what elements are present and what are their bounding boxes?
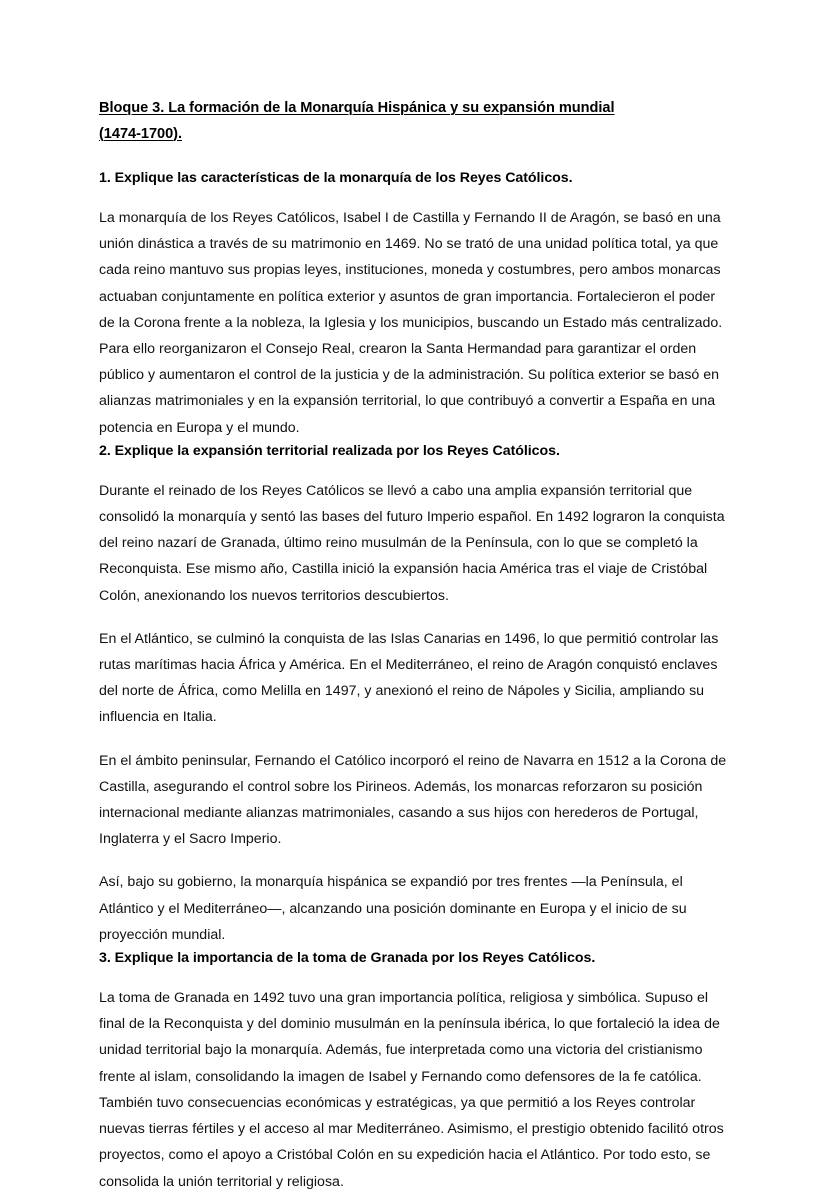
section-2 [99,441,729,948]
section-3-paragraph-1: La toma de Granada en 1492 tuvo una gran importancia política, religiosa y simbólica. Supuso el final de la Reconquista y del dominio musulmán en la península ibérica, lo que fortaleció la idea de unidad territorial bajo la monarquía. Además, fue interpretada como una victoria del cristianismo frente al islam, consolidando la imagen de Isabel y Fernando como defensores de la fe católica. También tuvo consecuencias económicas y estratégicas, ya que permitió a los Reyes controlar nuevas tierras fértiles y el acceso al mar Mediterráneo. Asimismo, el prestigio obtenido facilitó otros proyectos, como el apoyo a Cristóbal Colón en su expedición hacia el Atlántico. Por todo esto, se consolida la unión territorial y religiosa. [99,990,724,1190]
section-2-paragraph-2: En el Atlántico, se culminó la conquista de las Islas Canarias en 1496, lo que permitió controlar las rutas marítimas hacia África y América. En el Mediterráneo, el reino de Aragón conquistó enclaves del norte de África, como Melilla en 1497, y anexionó el reino de Nápoles y Sicilia, ampliando su influencia en Italia. [99,630,719,726]
section-3 [99,948,729,1195]
section-2-paragraph-4: Así, bajo su gobierno, la monarquía hispánica se expandió por tres frentes —la Península, el Atlántico y el Mediterráneo—, alcanzando una posición dominante en Europa y el inicio de su proyección mundial. [99,874,687,943]
document-body [99,96,729,1195]
document-title-line-2: (1474-1700). [99,125,182,142]
section-2-paragraph-1: Durante el reinado de los Reyes Católicos se llevó a cabo una amplia expansión territorial que consolidó la monarquía y sentó las bases del futuro Imperio español. En 1492 lograron la conquista del reino nazarí de Granada, último reino musulmán de la Península, con lo que se completó la Reconquista. Ese mismo año, Castilla inició la expansión hacia América tras el viaje de Cristóbal Colón, anexionando los nuevos territorios descubiertos. [99,482,725,604]
section-2-heading: 2. Explique la expansión territorial realizada por los Reyes Católicos. [99,442,560,459]
section-2-paragraph-3: En el ámbito peninsular, Fernando el Católico incorporó el reino de Navarra en 1512 a la Corona de Castilla, asegurando el control sobre los Pirineos. Además, los monarcas reforzaron su posición internacional mediante alianzas matrimoniales, casando a sus hijos con herederos de Portugal, Inglaterra y el Sacro Imperio. [99,752,727,848]
section-3-heading: 3. Explique la importancia de la toma de Granada por los Reyes Católicos. [99,950,596,967]
section-1-heading: 1. Explique las características de la monarquía de los Reyes Católicos. [99,170,573,186]
document-title-line-1: Bloque 3. La formación de la Monarquía Hispánica y su expansión mundial [99,100,615,116]
section-1-paragraph-1: La monarquía de los Reyes Católicos, Isabel I de Castilla y Fernando II de Aragón, se basó en una unión dinástica a través de su matrimonio en 1469. No se trató de una unidad política total, ya que cada reino mantuvo sus propias leyes, instituciones, moneda y costumbres, pero ambos monarcas actuaban conjuntamente en política exterior y asuntos de gran importancia. Fortalecieron el poder de la Corona frente a la nobleza, la Iglesia y los municipios, buscando un Estado más centralizado. Para ello reorganizaron el Consejo Real, crearon la Santa Hermandad para garantizar el orden público y aumentaron el control de la justicia y de la administración. Su política exterior se basó en alianzas matrimoniales y en la expansión territorial, lo que contribuyó a convertir a España en una potencia en Europa y el mundo. [99,210,723,436]
section-1 [99,168,729,441]
document-title [99,96,729,147]
